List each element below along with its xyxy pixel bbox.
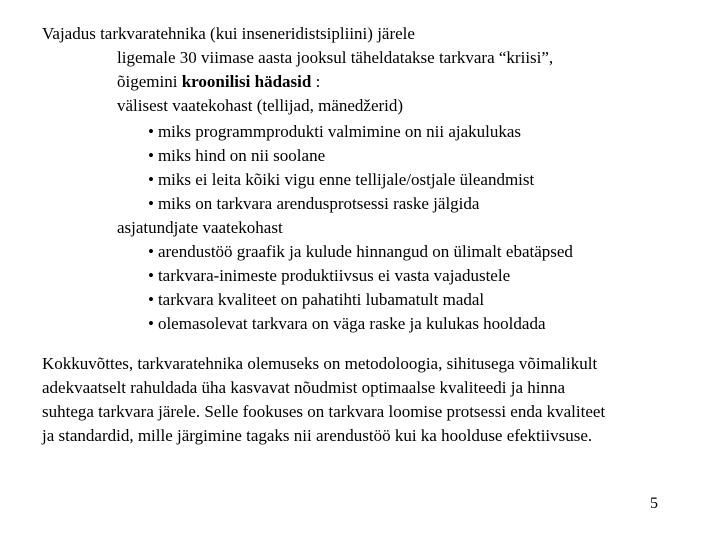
bullet-icon: • bbox=[148, 242, 154, 261]
summary-line: adekvaatselt rahuldada üha kasvavat nõudmist optimaalse kvaliteedi ja hinna bbox=[42, 378, 566, 397]
crisis-suffix: : bbox=[311, 72, 321, 91]
external-view-heading bbox=[117, 94, 403, 118]
observation-text: ligemale 30 viimase aasta jooksul täheldatakse tarkvara “kriisi”, bbox=[117, 48, 554, 67]
external-view-item bbox=[148, 192, 479, 216]
external-view-item bbox=[148, 120, 521, 144]
summary-line: ja standardid, mille järgimine tagaks nii arendustöö kui ka hoolduse efektiivsuse. bbox=[42, 426, 593, 445]
bullet-icon: • bbox=[148, 146, 154, 165]
bullet-icon: • bbox=[148, 266, 154, 285]
developer-view-heading bbox=[117, 216, 283, 240]
external-view-heading-text: välisest vaatekohast (tellijad, mänedžerid) bbox=[117, 96, 404, 115]
external-view-item-text: miks on tarkvara arendusprotsessi raske jälgida bbox=[157, 194, 480, 213]
intro-line bbox=[42, 22, 415, 46]
summary-line: Kokkuvõttes, tarkvaratehnika olemuseks on metodoloogia, sihitusega võimalikult bbox=[42, 354, 598, 373]
developer-view-item bbox=[148, 288, 484, 312]
crisis-emphasis: kroonilisi hädasid bbox=[181, 72, 312, 91]
external-view-item-text: miks ei leita kõiki vigu enne tellijale/ostjale üleandmist bbox=[157, 170, 535, 189]
developer-view-item-text: tarkvara-inimeste produktiivsus ei vasta vajadustele bbox=[157, 266, 511, 285]
developer-view-item bbox=[148, 264, 510, 288]
developer-view-item-text: arendustöö graafik ja kulude hinnangud on ülimalt ebatäpsed bbox=[157, 242, 573, 261]
bullet-icon: • bbox=[148, 314, 154, 333]
intro-text: Vajadus tarkvaratehnika (kui inseneridistsipliini) järele bbox=[42, 24, 415, 43]
external-view-item-text: miks hind on nii soolane bbox=[157, 146, 326, 165]
developer-view-heading-text: asjatundjate vaatekohast bbox=[117, 218, 283, 237]
developer-view-item-text: olemasolevat tarkvara on väga raske ja kulukas hooldada bbox=[157, 314, 546, 333]
bullet-icon: • bbox=[148, 194, 154, 213]
developer-view-item-text: tarkvara kvaliteet on pahatihti lubamatult madal bbox=[157, 290, 485, 309]
external-view-item bbox=[148, 168, 534, 192]
bullet-icon: • bbox=[148, 290, 154, 309]
developer-view-item bbox=[148, 240, 573, 264]
developer-view-item bbox=[148, 312, 546, 336]
summary-paragraph bbox=[42, 352, 712, 448]
page-number: 5 bbox=[650, 495, 658, 512]
external-view-item-text: miks programmprodukti valmimine on nii ajakulukas bbox=[157, 122, 522, 141]
external-view-item bbox=[148, 144, 325, 168]
crisis-line bbox=[117, 70, 320, 94]
crisis-prefix: õigemini bbox=[117, 72, 182, 91]
bullet-icon: • bbox=[148, 170, 154, 189]
summary-line: suhtega tarkvara järele. Selle fookuses on tarkvara loomise protsessi enda kvaliteet bbox=[42, 402, 606, 421]
observation-line bbox=[117, 46, 553, 70]
bullet-icon: • bbox=[148, 122, 154, 141]
